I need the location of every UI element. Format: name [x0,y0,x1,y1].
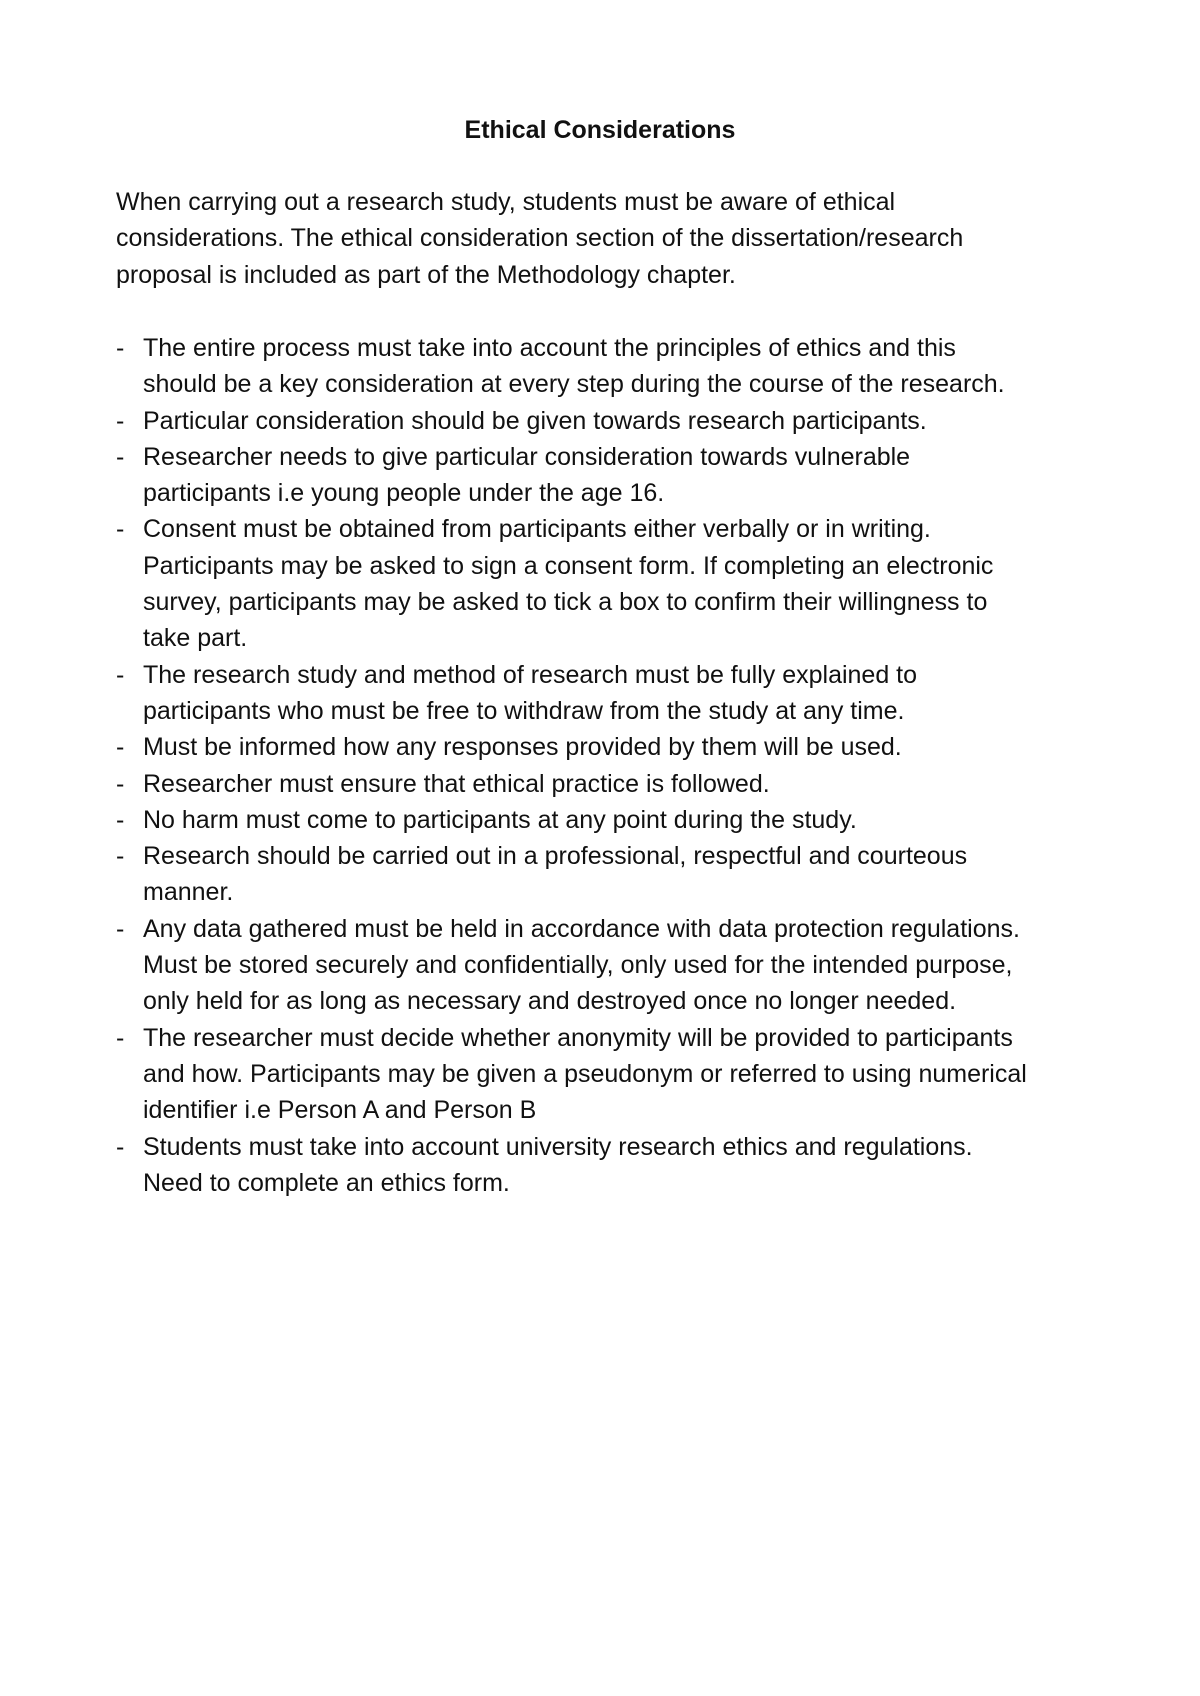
list-item-line: The research study and method of research must be fully explained to [143,660,918,689]
page-title: Ethical Considerations [464,116,736,144]
list-item [116,911,1106,1020]
list-item-line: and how. Participants may be given a pseudonym or referred to using numerical [143,1059,1027,1088]
list-item [116,657,1106,730]
list-item [116,1020,1106,1129]
dash-bullet-icon: - [116,842,125,871]
list-item-line: Any data gathered must be held in accordance with data protection regulations. [143,914,1020,943]
list-item-line: Students must take into account university research ethics and regulations. [143,1132,973,1161]
list-item-line: Particular consideration should be given towards research participants. [143,406,927,435]
list-item-line: survey, participants may be asked to tick a box to confirm their willingness to [143,588,988,617]
dash-bullet-icon: - [116,914,125,943]
list-item-line: manner. [143,878,234,907]
intro-paragraph [116,184,1096,293]
list-item-line: Must be informed how any responses provided by them will be used. [143,733,902,762]
intro-line: When carrying out a research study, students must be aware of ethical [116,188,896,216]
list-item-line: participants who must be free to withdraw from the study at any time. [143,696,905,725]
list-item-line: Researcher must ensure that ethical practice is followed. [143,769,770,798]
dash-bullet-icon: - [116,334,125,362]
dash-bullet-icon: - [116,733,125,762]
list-item [116,802,1106,838]
list-item [116,838,1106,911]
intro-line: considerations. The ethical consideration section of the dissertation/research [116,224,964,253]
list-item [116,330,1106,403]
dash-bullet-icon: - [116,515,125,544]
dash-bullet-icon: - [116,660,125,689]
list-item-line: The researcher must decide whether anonymity will be provided to participants [143,1023,1013,1052]
dash-bullet-icon: - [116,805,125,834]
list-item-line: Researcher needs to give particular consideration towards vulnerable [143,442,911,471]
list-item-line: participants i.e young people under the age 16. [143,479,665,508]
list-item-line: Participants may be asked to sign a consent form. If completing an electronic [143,551,994,580]
list-item [116,729,1106,765]
list-item [116,766,1106,802]
list-item-line: identifier i.e Person A and Person B [143,1096,537,1125]
dash-bullet-icon: - [116,442,125,471]
list-item-line: should be a key consideration at every step during the course of the research. [143,370,1005,399]
list-item [116,403,1106,439]
list-item [116,1129,1106,1202]
dash-bullet-icon: - [116,1132,125,1161]
list-item-line: No harm must come to participants at any point during the study. [143,805,857,834]
list-item-line: Consent must be obtained from participants either verbally or in writing. [143,515,931,544]
dash-bullet-icon: - [116,406,125,435]
list-item-line: only held for as long as necessary and destroyed once no longer needed. [143,987,957,1016]
list-item [116,439,1106,512]
intro-line: proposal is included as part of the Methodology chapter. [116,260,736,289]
bullet-list [116,330,1106,1201]
list-item-line: take part. [143,624,248,653]
list-item [116,511,1106,656]
list-item-line: Need to complete an ethics form. [143,1168,510,1197]
dash-bullet-icon: - [116,769,125,798]
list-item-line: Must be stored securely and confidentially, only used for the intended purpose, [143,951,1013,980]
list-item-line: Research should be carried out in a professional, respectful and courteous [143,842,968,871]
dash-bullet-icon: - [116,1023,125,1052]
list-item-line: The entire process must take into account the principles of ethics and this [143,334,956,362]
